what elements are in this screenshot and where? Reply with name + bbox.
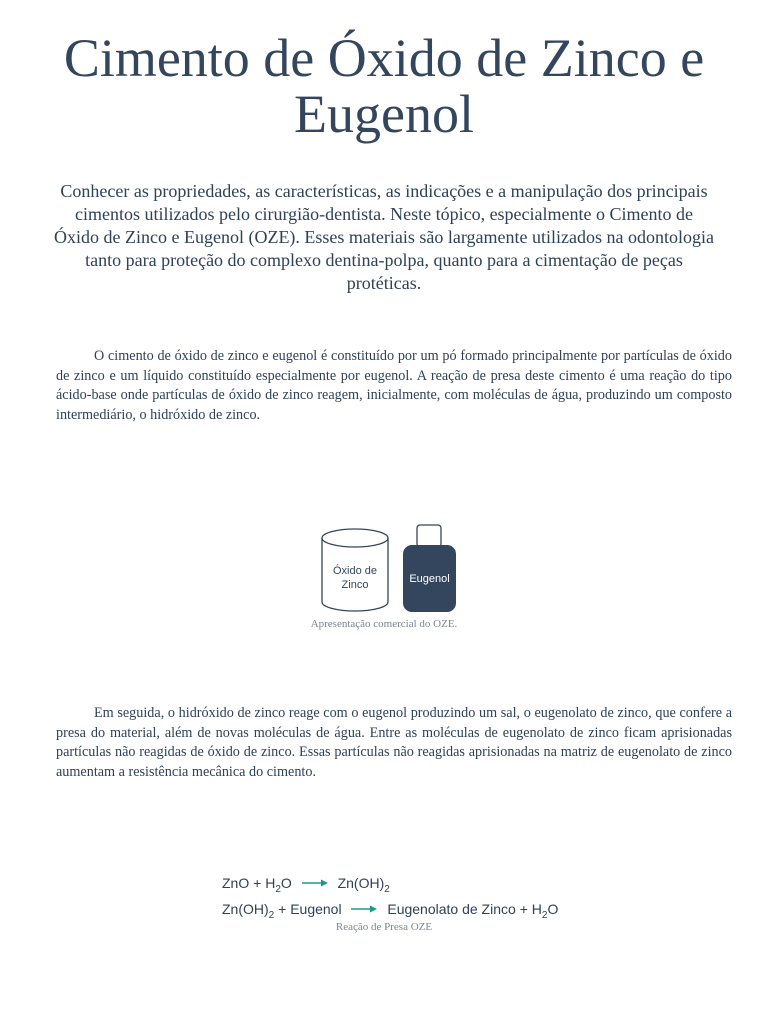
reaction-caption: Reação de Presa OZE [335,921,433,933]
product-zinc-hydroxide: $Zn(OH)_2$ [337,875,390,895]
product-water: $H_2O$ [531,901,559,921]
figure-caption: Apresentação comercial do OZE. [310,618,458,630]
body-paragraph-1: O cimento de óxido de zinco e eugenol é constituído por um pó formado principalmente por partículas de óxido de zinco e um líquido constituído especialmente por eugenol. A reação de presa deste cimento é uma reação do tipo ácido-base onde partículas de óxido de zinco reagem, inicialmente, com moléculas de água, produzindo um composto intermediário, o hidróxido de zinco. [56,348,732,423]
page-title: Cimento de Óxido de Zinco e Eugenol [63,28,705,144]
reactant-water: $H_2O$ [265,875,292,895]
jar-label-line2: Zinco [341,579,369,591]
reaction-line-2 [222,901,558,921]
eugenol-bottle-icon [403,525,456,612]
reactant-eugenol: + Eugenol [278,901,342,917]
plus-sign: + [253,875,262,891]
product-zinc-eugenolate: Eugenolato de Zinco [387,901,516,917]
zinc-oxide-jar-icon [322,529,388,611]
jar-label-line1: Óxido de [332,565,378,577]
intro-text: Conhecer as propriedades, as características, as indicações e a manipulação dos principais cimentos utilizados pelo cirurgião-dentista. Neste tópico, especialmente o Cimento de Óxido de Zinco e Eugenol (OZE). Esses materiais são largamente utilizados na odontologia tanto para proteção do complexo dentina-polpa, quanto para a cimentação de peças protéticas. [54,181,714,293]
arrow-right-icon [302,879,328,887]
reactant-zno: ZnO [222,875,250,891]
reaction-line-1 [222,875,390,895]
commercial-presentation-figure [300,520,468,620]
plus-sign: + [519,901,528,917]
reactant-zinc-hydroxide: $Zn(OH)_2$ [222,901,275,921]
oze-products-illustration [300,520,468,620]
arrow-right-icon [351,905,377,913]
bottle-label: Eugenol [409,573,450,585]
body-paragraph-2: Em seguida, o hidróxido de zinco reage com o eugenol produzindo um sal, o eugenolato de zinco, que confere a presa do material, além de novas moléculas de água. Entre as moléculas de eugenolato de zinco ficam aprisionadas partículas não reagidas de óxido de zinco. Essas partículas não reagidas aprisionadas na matriz de eugenolato de zinco aumentam a resistência mecânica do cimento. [56,705,732,780]
